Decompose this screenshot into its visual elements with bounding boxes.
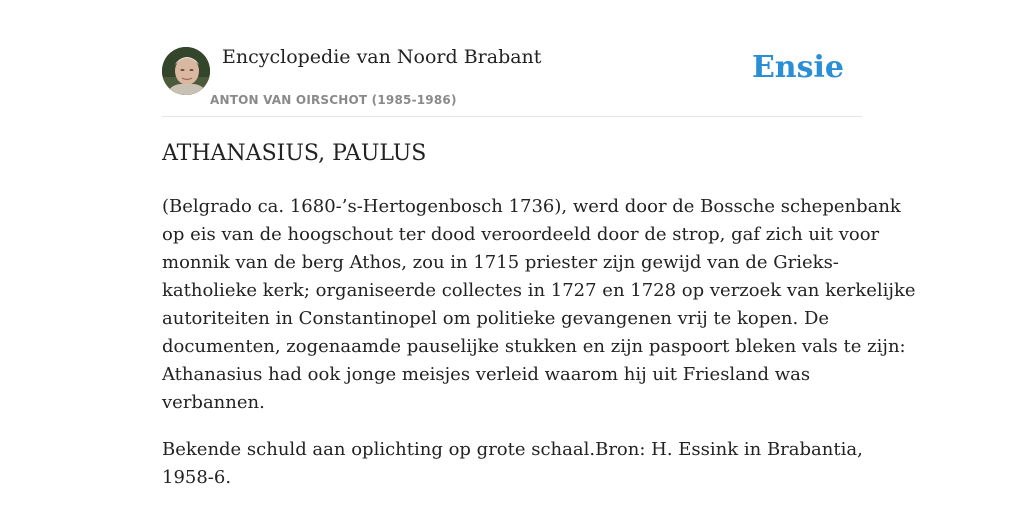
author-name[interactable]: ANTON VAN OIRSCHOT (1985-1986) — [210, 93, 457, 107]
article-title: ATHANASIUS, PAULUS — [162, 141, 427, 166]
ensie-logo[interactable]: Ensie — [751, 50, 844, 85]
paragraph-line: katholieke kerk; organiseerde collectes in 1727 en 1728 op verzoek van kerkelijke — [162, 280, 916, 301]
paragraph-line: autoriteiten in Constantinopel om politieke gevangenen vrij te kopen. De — [162, 308, 830, 329]
paragraph-line: op eis van de hoogschout ter dood veroordeeld door de strop, gaf zich uit voor — [162, 224, 880, 245]
source-title[interactable]: Encyclopedie van Noord Brabant — [222, 46, 542, 68]
paragraph-line: monnik van de berg Athos, zou in 1715 priester zijn gewijd van de Grieks- — [162, 252, 839, 273]
paragraph-line: (Belgrado ca. 1680-’s-Hertogenbosch 1736), werd door de Bossche schepenbank — [162, 196, 901, 217]
paragraph-line: Athanasius had ook jonge meisjes verleid waarom hij uit Friesland was — [162, 364, 811, 385]
paragraph-line: 1958-6. — [162, 467, 232, 488]
paragraph-line: Bekende schuld aan oplichting op grote schaal.Bron: H. Essink in Brabantia, — [162, 439, 863, 460]
article-paragraph-2 — [162, 436, 862, 492]
author-portrait-icon[interactable] — [162, 47, 210, 95]
paragraph-line: documenten, zogenaamde pauselijke stukken en zijn paspoort bleken vals te zijn: — [162, 336, 906, 357]
header — [162, 0, 862, 117]
paragraph-line: verbannen. — [162, 392, 265, 413]
article-paragraph-1 — [162, 193, 916, 417]
page — [162, 0, 916, 488]
